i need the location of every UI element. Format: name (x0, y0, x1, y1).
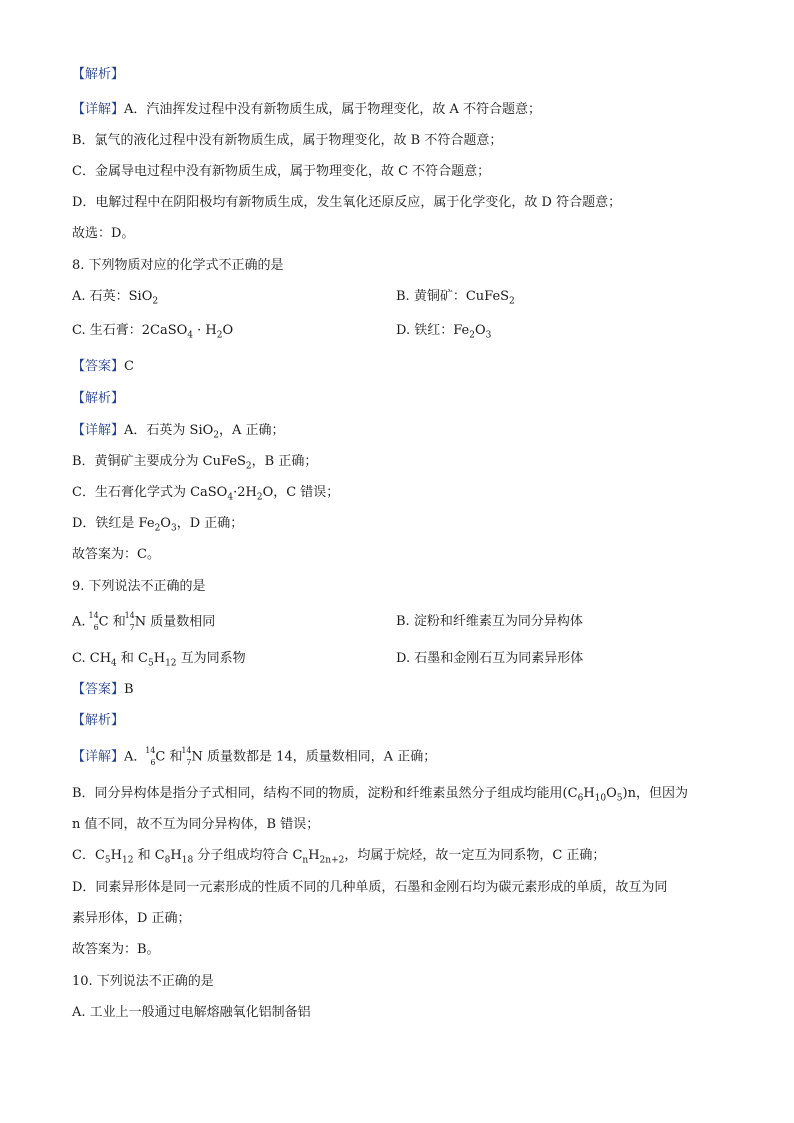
q9-stem: 9. 下列说法不正确的是 (72, 579, 206, 594)
formula-part: · H (193, 323, 217, 338)
q8-detail-b (72, 453, 317, 471)
q7-detail-c: C．金属导电过程中没有新物质生成，属于物理变化，故 C 不符合题意； (72, 164, 491, 179)
q8-option-b-text: B. 黄铜矿：CuFeS (396, 289, 510, 304)
text-part: C．C (72, 848, 105, 863)
text-part: C 和 (155, 749, 183, 765)
text-part: 分子组成均符合 C (193, 848, 303, 863)
answer-label: 【答案】 (72, 359, 125, 374)
text-part: H (308, 848, 320, 863)
isotope-notation: 14 6 (145, 746, 156, 767)
subscript: 2n+2 (319, 855, 345, 866)
subscript: 5 (616, 793, 623, 804)
subscript: 2 (213, 430, 219, 441)
text-part: A. (72, 614, 86, 630)
subscript: 12 (121, 855, 134, 866)
subscript: 4 (227, 492, 234, 503)
answer-label: 【答案】 (72, 682, 125, 697)
subscript: 6 (577, 793, 584, 804)
text-part: O，C 错误； (262, 485, 340, 500)
subscript: 4 (187, 330, 194, 341)
q9-detail-a (72, 748, 436, 767)
formula-part: O (222, 323, 234, 338)
subscript: 5 (104, 855, 111, 866)
isotope-notation: 14 7 (181, 746, 192, 767)
q8-detail-d: D．铁红是 $Fe_2O_3$，D 正确； (72, 516, 244, 534)
subscript: 3 (485, 330, 492, 341)
subscript: 5 (148, 658, 154, 669)
subscript: 18 (181, 855, 194, 866)
q9-detail-c (72, 847, 605, 865)
subscript: 2 (509, 296, 515, 307)
q8-option-d: D. 铁红：$Fe_2O_3$ (396, 323, 492, 341)
q9-option-c (72, 650, 246, 668)
text-part: N 质量数相同 (134, 614, 216, 630)
q9-option-b: B. 淀粉和纤维素互为同分异构体 (396, 614, 583, 629)
q7-detail-a (72, 101, 541, 119)
text-part: )n，但因为 (622, 786, 688, 801)
q8-option-a (72, 288, 158, 306)
text-part: N 质量数都是 14，质量数相同，A 正确； (191, 749, 437, 765)
q9-detail-d-line2: 素异形体，D 正确； (72, 911, 191, 926)
subscript: 3 (170, 523, 177, 534)
q9-answer-value: B (124, 682, 134, 697)
q8-answer (72, 358, 134, 376)
text-part: D．铁红是 Fe (72, 516, 155, 531)
isotope-notation: 14 7 (124, 611, 135, 632)
text-part: 互为同系物 (176, 651, 246, 666)
subscript: 2 (154, 523, 161, 534)
q7-detail-a-text: A．汽油挥发过程中没有新物质生成，属于物理变化，故 A 不符合题意； (124, 102, 542, 117)
text-part: H (170, 848, 182, 863)
subscript: 2 (152, 296, 159, 307)
analysis-label: 【解析】 (72, 391, 125, 406)
detail-label: 【详解】 (72, 102, 125, 117)
text-part: ，B 正确； (251, 454, 318, 469)
text-part: C 和 (98, 614, 126, 630)
text-part: C. CH (72, 651, 112, 666)
q7-detail-b: B．氯气的液化过程中没有新物质生成，属于物理变化，故 B 不符合题意； (72, 133, 503, 148)
isotope-notation: 14 6 (88, 611, 99, 632)
subscript: 2 (216, 330, 223, 341)
q10-stem: 10. 下列说法不正确的是 (72, 974, 214, 989)
subscript: 2 (469, 330, 475, 341)
q9-detail-d-line1: D．同素异形体是同一元素形成的性质不同的几种单质，石墨和金刚石均为碳元素形成的单质，故互为同 (72, 880, 668, 895)
q8-option-c-text: C. 生石膏： (72, 323, 142, 338)
q8-detail-a (72, 422, 285, 440)
detail-label: 【详解】 (72, 749, 125, 765)
q8-detail-c (72, 484, 339, 502)
subscript: 2 (245, 461, 252, 472)
subscript: 10 (594, 793, 607, 804)
subscript: n (302, 855, 309, 866)
text-part: ，均属于烷烃，故一定互为同系物，C 正确； (344, 848, 606, 863)
text-part: B．黄铜矿主要成分为 CuFeS (72, 454, 246, 469)
text-part: A． (124, 749, 147, 765)
text-part: A．石英为 SiO (124, 423, 214, 438)
text-part: H (583, 786, 595, 801)
q9-option-d: D. 石墨和金刚石互为同素异形体 (396, 651, 584, 666)
text-part: H (110, 848, 122, 863)
q9-answer (72, 681, 134, 699)
q8-option-a-text: A. 石英：SiO (72, 289, 153, 304)
q9-conclusion: 故答案为：B。 (72, 942, 160, 957)
analysis-label: 【解析】 (72, 67, 125, 82)
detail-label: 【详解】 (72, 423, 125, 438)
q8-stem: 8. 下列物质对应的化学式不正确的是 (72, 258, 284, 273)
text-part: 和 C (133, 848, 165, 863)
q9-detail-b-line2: n 值不同，故不互为同分异构体，B 错误； (72, 817, 320, 832)
q7-conclusion: 故选：D。 (72, 226, 135, 241)
formula-part: 2CaSO (141, 323, 188, 338)
text-part: ，A 正确； (219, 423, 285, 438)
q10-option-a: A. 工业上一般通过电解熔融氧化铝制备铝 (72, 1005, 311, 1020)
text-part: ·2H (233, 485, 257, 500)
q8-option-c (72, 322, 233, 340)
text-part: 和 C (116, 651, 148, 666)
subscript: 12 (165, 658, 177, 669)
text-part: C．生石膏化学式为 CaSO (72, 485, 228, 500)
subscript: 4 (111, 658, 117, 669)
subscript: 2 (256, 492, 263, 503)
q8-conclusion: 故答案为：C。 (72, 547, 160, 562)
subscript: 8 (164, 855, 171, 866)
text-part: H (153, 651, 166, 666)
q9-detail-b-line1 (72, 785, 688, 803)
q8-option-d-text: D. 铁红：Fe (396, 323, 470, 338)
text-part: O (606, 786, 617, 801)
q8-answer-value: C (124, 359, 134, 374)
analysis-label: 【解析】 (72, 713, 125, 728)
text-part: ，D 正确； (176, 516, 244, 531)
q7-detail-d: D．电解过程中在阴阳极均有新物质生成，发生氧化还原反应，属于化学变化，故 D 符合题意； (72, 195, 622, 210)
q8-option-b (396, 288, 515, 306)
q9-option-a (72, 613, 215, 632)
text-part: B．同分异构体是指分子式相同，结构不同的物质，淀粉和纤维素虽然分子组成均能用(C (72, 786, 578, 801)
